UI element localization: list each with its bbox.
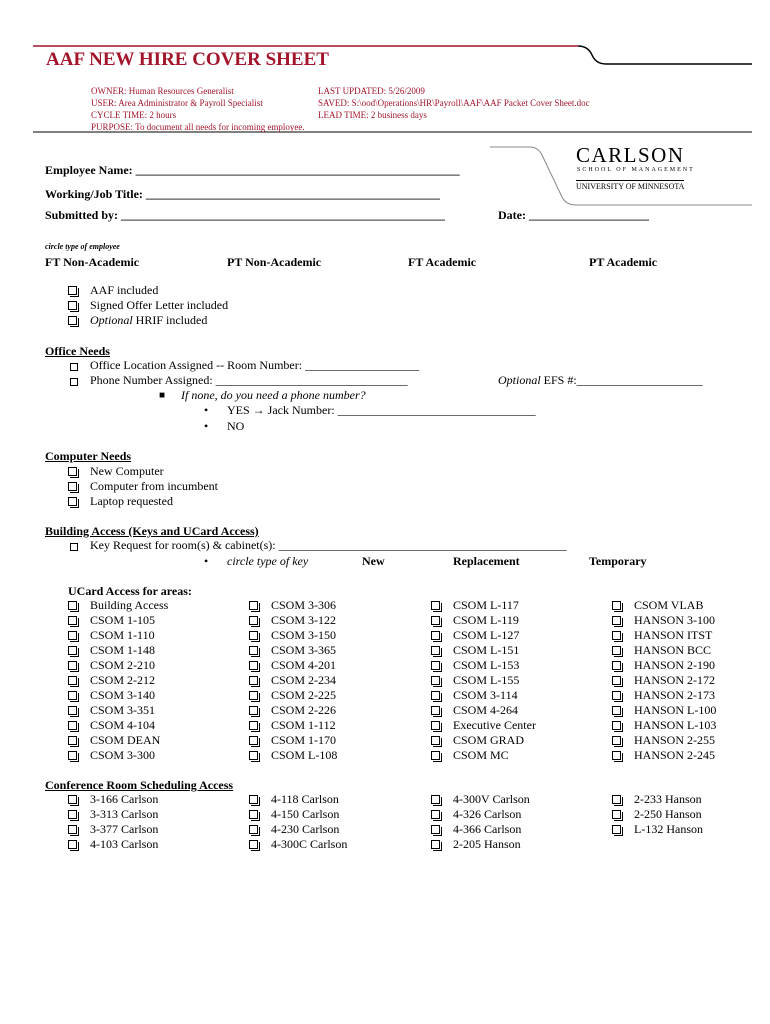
checkbox[interactable] (249, 661, 258, 670)
saved-path-text: SAVED: S:\ood\Operations\HR\Payroll\AAF\AAF Packet Cover Sheet.doc (318, 98, 590, 108)
checkbox[interactable] (431, 840, 440, 849)
checkbox[interactable] (249, 810, 258, 819)
office-needs-heading: Office Needs (45, 344, 110, 358)
checkbox[interactable] (249, 691, 258, 700)
checkbox[interactable] (68, 631, 77, 640)
ucard-item[interactable]: CSOM 3-351 (68, 703, 168, 718)
checkbox[interactable] (68, 676, 77, 685)
checkbox[interactable] (612, 631, 621, 640)
conference-room-item[interactable]: 2-233 Hanson (612, 792, 703, 807)
checkbox[interactable] (68, 691, 77, 700)
ucard-item[interactable]: CSOM 2-234 (249, 673, 337, 688)
office-location-field[interactable]: Office Location Assigned -- Room Number: ___________________ (90, 358, 420, 372)
checkbox[interactable] (68, 661, 77, 670)
checkbox[interactable] (68, 706, 77, 715)
computer-needs-list (68, 464, 218, 509)
checkbox[interactable] (431, 795, 440, 804)
conference-room-item[interactable]: 4-118 Carlson (249, 792, 347, 807)
checkbox[interactable] (68, 301, 77, 310)
ucard-item[interactable]: CSOM MC (431, 748, 536, 763)
ucard-column-2 (249, 598, 337, 763)
ucard-item[interactable]: CSOM DEAN (68, 733, 168, 748)
bullet-icon: • (204, 403, 209, 417)
ucard-item[interactable]: CSOM 4-201 (249, 658, 337, 673)
conference-room-item[interactable]: 4-366 Carlson (431, 822, 530, 837)
checkbox[interactable] (68, 601, 77, 610)
checkbox[interactable] (249, 676, 258, 685)
checkbox[interactable] (431, 631, 440, 640)
submitted-by-field[interactable]: Submitted by: ______________________________________________________ (45, 208, 446, 222)
checkbox[interactable] (431, 751, 440, 760)
conference-column-4 (612, 792, 703, 837)
conference-room-item[interactable]: 4-230 Carlson (249, 822, 347, 837)
conference-room-item[interactable]: 2-205 Hanson (431, 837, 530, 852)
checkbox[interactable] (249, 736, 258, 745)
checkbox[interactable] (612, 721, 621, 730)
ucard-item[interactable]: HANSON 2-245 (612, 748, 716, 763)
key-type-replacement[interactable]: Replacement (453, 554, 520, 568)
building-access-heading: Building Access (Keys and UCard Access) (45, 524, 259, 538)
checkbox[interactable] (68, 736, 77, 745)
conference-room-item[interactable]: 3-377 Carlson (68, 822, 158, 837)
checkbox[interactable] (612, 616, 621, 625)
ucard-item[interactable]: CSOM 4-104 (68, 718, 168, 733)
bullet-icon: • (204, 419, 209, 433)
ucard-item[interactable]: CSOM 3-300 (68, 748, 168, 763)
purpose-text: PURPOSE: To document all needs for incoming employee. (91, 122, 305, 132)
checkbox[interactable] (68, 467, 77, 476)
ucard-item[interactable]: CSOM 2-225 (249, 688, 337, 703)
ucard-item[interactable]: CSOM 1-148 (68, 643, 168, 658)
date-field[interactable]: Date: ____________________ (498, 208, 649, 222)
ucard-item[interactable]: CSOM L-108 (249, 748, 337, 763)
packet-item-hrif[interactable]: Optional HRIF included (68, 313, 228, 328)
office-location-checkbox[interactable] (70, 363, 78, 371)
ucard-item[interactable]: CSOM GRAD (431, 733, 536, 748)
school-of-management: SCHOOL OF MANAGEMENT (577, 167, 695, 173)
packet-item-aaf[interactable]: AAF included (68, 283, 228, 298)
conference-rooms-heading: Conference Room Scheduling Access (45, 778, 234, 792)
ucard-heading: UCard Access for areas: (68, 584, 192, 598)
conference-room-item[interactable]: 4-300V Carlson (431, 792, 530, 807)
conference-room-item[interactable]: 2-250 Hanson (612, 807, 703, 822)
conference-room-item[interactable]: 3-166 Carlson (68, 792, 158, 807)
key-request-field[interactable]: Key Request for room(s) & cabinet(s): ________________________________________________ (90, 538, 567, 552)
checkbox[interactable] (431, 616, 440, 625)
ucard-item[interactable]: CSOM 2-212 (68, 673, 168, 688)
type-pt-academic[interactable]: PT Academic (589, 255, 658, 269)
ucard-item[interactable]: CSOM L-127 (431, 628, 536, 643)
conference-column-3 (431, 792, 530, 852)
carlson-logo: CARLSON (576, 143, 685, 167)
checkbox[interactable] (612, 736, 621, 745)
checkbox[interactable] (431, 661, 440, 670)
checkbox[interactable] (249, 646, 258, 655)
checkbox[interactable] (612, 691, 621, 700)
checkbox[interactable] (249, 825, 258, 834)
header-meta-left (91, 85, 305, 133)
ucard-item[interactable]: HANSON 3-100 (612, 613, 716, 628)
checkbox[interactable] (612, 751, 621, 760)
checkbox[interactable] (249, 751, 258, 760)
conference-room-item[interactable]: 4-103 Carlson (68, 837, 158, 852)
lead-time-text: LEAD TIME: 2 business days (318, 110, 427, 120)
conference-room-item[interactable]: 3-313 Carlson (68, 807, 158, 822)
ucard-item[interactable]: CSOM 3-122 (249, 613, 337, 628)
key-type-temporary[interactable]: Temporary (589, 554, 647, 568)
checkbox[interactable] (249, 721, 258, 730)
checkbox[interactable] (68, 616, 77, 625)
ucard-item[interactable]: CSOM L-151 (431, 643, 536, 658)
ucard-column-1 (68, 598, 168, 763)
checkbox[interactable] (68, 810, 77, 819)
ucard-item[interactable]: CSOM 3-365 (249, 643, 337, 658)
ucard-column-3 (431, 598, 536, 763)
checkbox[interactable] (68, 751, 77, 760)
ucard-item[interactable]: CSOM L-117 (431, 598, 536, 613)
checkbox[interactable] (431, 810, 440, 819)
checkbox[interactable] (431, 601, 440, 610)
checkbox[interactable] (68, 721, 77, 730)
efs-field[interactable]: Optional EFS #:_____________________ (498, 373, 703, 387)
conference-column-2 (249, 792, 347, 852)
checkbox[interactable] (249, 840, 258, 849)
phone-question: If none, do you need a phone number? (181, 388, 366, 402)
checkbox[interactable] (68, 316, 77, 325)
ucard-item[interactable]: CSOM L-119 (431, 613, 536, 628)
checkbox[interactable] (612, 825, 621, 834)
checkbox[interactable] (68, 840, 77, 849)
computer-item-incumbent[interactable]: Computer from incumbent (68, 479, 218, 494)
ucard-item[interactable]: Executive Center (431, 718, 536, 733)
owner-text: OWNER: Human Resources Generalist (91, 86, 234, 96)
checkbox[interactable] (612, 795, 621, 804)
type-ft-academic[interactable]: FT Academic (408, 255, 477, 269)
checkbox[interactable] (249, 706, 258, 715)
checkbox[interactable] (249, 795, 258, 804)
university-name: UNIVERSITY OF MINNESOTA (576, 182, 685, 191)
ucard-item[interactable]: HANSON 2-172 (612, 673, 716, 688)
conference-room-item[interactable]: 4-150 Carlson (249, 807, 347, 822)
header-meta-right (318, 85, 590, 121)
computer-item-laptop[interactable]: Laptop requested (68, 494, 218, 509)
ucard-item[interactable]: CSOM L-155 (431, 673, 536, 688)
checkbox[interactable] (68, 286, 77, 295)
ucard-item[interactable]: HANSON L-100 (612, 703, 716, 718)
ucard-item[interactable]: CSOM 3-140 (68, 688, 168, 703)
checkbox[interactable] (249, 616, 258, 625)
packet-item-offer-letter[interactable]: Signed Offer Letter included (68, 298, 228, 313)
ucard-item[interactable]: CSOM 2-210 (68, 658, 168, 673)
checkbox[interactable] (431, 676, 440, 685)
ucard-item[interactable]: HANSON 2-190 (612, 658, 716, 673)
checkbox[interactable] (612, 601, 621, 610)
ucard-item[interactable]: CSOM 3-150 (249, 628, 337, 643)
checkbox[interactable] (68, 482, 77, 491)
checkbox[interactable] (612, 676, 621, 685)
key-request-checkbox[interactable] (70, 543, 78, 551)
checkbox[interactable] (431, 691, 440, 700)
ucard-column-4 (612, 598, 716, 763)
key-type-new[interactable]: New (362, 554, 385, 568)
ucard-item[interactable]: CSOM L-153 (431, 658, 536, 673)
phone-no-option[interactable]: NO (227, 419, 245, 433)
last-updated-text: LAST UPDATED: 5/26/2009 (318, 86, 425, 96)
ucard-item[interactable]: CSOM 1-105 (68, 613, 168, 628)
checkbox[interactable] (68, 497, 77, 506)
checkbox[interactable] (249, 601, 258, 610)
conference-room-item[interactable]: 4-326 Carlson (431, 807, 530, 822)
circle-type-instruction: circle type of employee (45, 242, 120, 251)
ucard-item[interactable]: CSOM 3-114 (431, 688, 536, 703)
user-text: USER: Area Administrator & Payroll Specialist (91, 98, 263, 108)
conference-column-1 (68, 792, 158, 852)
ucard-item[interactable]: CSOM 4-264 (431, 703, 536, 718)
job-title-field[interactable]: Working/Job Title: _________________________________________________ (45, 187, 440, 201)
checkbox[interactable] (612, 646, 621, 655)
ucard-item[interactable]: HANSON ITST (612, 628, 716, 643)
square-bullet-icon: ■ (159, 390, 166, 401)
checkbox[interactable] (249, 631, 258, 640)
ucard-item[interactable]: HANSON 2-255 (612, 733, 716, 748)
checkbox[interactable] (612, 661, 621, 670)
cycle-time-text: CYCLE TIME: 2 hours (91, 110, 177, 120)
ucard-item[interactable]: CSOM VLAB (612, 598, 716, 613)
checkbox[interactable] (431, 646, 440, 655)
circle-key-instruction: circle type of key (227, 554, 309, 568)
checkbox[interactable] (431, 736, 440, 745)
ucard-item[interactable]: HANSON BCC (612, 643, 716, 658)
computer-needs-heading: Computer Needs (45, 449, 132, 463)
type-ft-non-academic[interactable]: FT Non-Academic (45, 255, 140, 269)
computer-item-new[interactable]: New Computer (68, 464, 218, 479)
checkbox[interactable] (68, 795, 77, 804)
checkbox[interactable] (431, 721, 440, 730)
employee-name-field[interactable]: Employee Name: ______________________________________________________ (45, 163, 460, 177)
phone-number-checkbox[interactable] (70, 378, 78, 386)
ucard-item[interactable]: CSOM 3-306 (249, 598, 337, 613)
checkbox[interactable] (431, 825, 440, 834)
jack-number-field[interactable]: YES → Jack Number: _________________________________ (227, 403, 536, 417)
type-pt-non-academic[interactable]: PT Non-Academic (227, 255, 322, 269)
bullet-icon: • (204, 554, 209, 568)
page-title: AAF NEW HIRE COVER SHEET (46, 49, 329, 70)
ucard-item[interactable]: CSOM 1-112 (249, 718, 337, 733)
conference-room-item[interactable]: 4-300C Carlson (249, 837, 347, 852)
packet-checklist (68, 283, 228, 328)
checkbox[interactable] (68, 825, 77, 834)
phone-number-field[interactable]: Phone Number Assigned: ________________________________ (90, 373, 408, 387)
ucard-item[interactable]: CSOM 2-226 (249, 703, 337, 718)
checkbox[interactable] (612, 706, 621, 715)
ucard-item[interactable]: CSOM 1-170 (249, 733, 337, 748)
conference-room-item[interactable]: L-132 Hanson (612, 822, 703, 837)
ucard-item[interactable]: HANSON L-103 (612, 718, 716, 733)
ucard-item[interactable]: HANSON 2-173 (612, 688, 716, 703)
checkbox[interactable] (68, 646, 77, 655)
checkbox[interactable] (431, 706, 440, 715)
ucard-item[interactable]: CSOM 1-110 (68, 628, 168, 643)
checkbox[interactable] (612, 810, 621, 819)
ucard-item[interactable]: Building Access (68, 598, 168, 613)
